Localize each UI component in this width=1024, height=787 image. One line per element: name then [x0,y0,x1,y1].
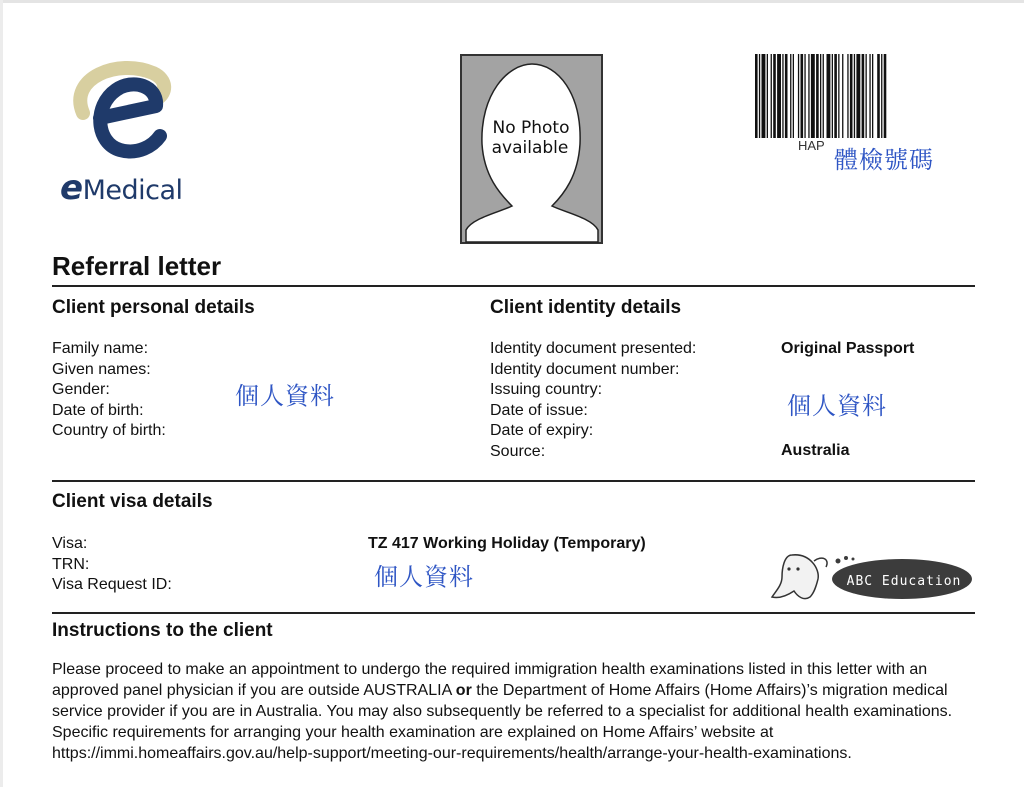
barcode-bar [832,54,833,138]
section-instructions-heading: Instructions to the client [52,620,273,641]
barcode-bar [759,54,760,138]
no-photo-placeholder [460,54,603,244]
barcode-bar [827,54,831,138]
page-edge-left [0,0,3,787]
barcode-bar [838,54,839,138]
barcode-bar [823,54,824,138]
instructions-paragraph [52,659,962,764]
emedical-wordmark [60,168,183,208]
barcode-bar [808,54,809,138]
barcode-bar [790,54,791,138]
label-trn: TRN: [52,555,90,573]
page-title: Referral letter [52,251,222,281]
section-personal-heading: Client personal details [52,297,255,318]
personal-labels [52,339,166,442]
barcode-bar [755,54,758,138]
watermark-text: ABC Education [846,574,962,589]
barcode-bar [842,54,843,138]
value-visa: TZ 417 Working Holiday (Temporary) [368,535,646,552]
barcode-bar [884,54,887,138]
divider-visa [52,612,975,614]
label-date-of-issue: Date of issue: [490,401,588,419]
instructions-text-2: the Department of Home Affairs (Home Affairs)’s migration medical service provider if you are in Australia. You may also subsequently be referred to a specialist for additional health examinations. Specific requirements for arranging your health examination are explained on Home Affairs’ website at https://immi.homeaffairs.gov.au/help-support/meeting-our-requirements/health/arrange-your-health-examinations. [52,682,953,762]
label-identity-document-number: Identity document number: [490,360,680,378]
label-identity-document-presented: Identity document presented: [490,340,697,357]
abc-education-watermark [770,547,975,605]
identity-labels [490,339,696,462]
barcode-bar [881,54,882,138]
label-family-name: Family name: [52,340,149,357]
value-source: Australia [781,442,850,459]
divider-title [52,285,975,287]
barcode-bar [771,54,772,138]
no-photo-line1: No Photo [492,118,570,138]
barcode-bar [793,54,794,138]
barcode-bar [869,54,870,138]
visa-redacted-note: 個人資料 [374,563,474,591]
label-date-of-birth: Date of birth: [52,401,144,419]
barcode-bar [804,54,805,138]
barcode-bar [872,54,873,138]
label-country-of-birth: Country of birth: [52,422,166,439]
barcode-note: 體檢號碼 [834,146,934,174]
barcode-bar [820,54,821,138]
barcode-bar [762,54,766,138]
barcode-bar [834,54,837,138]
barcode-bar [856,54,860,138]
barcode-bar [816,54,819,138]
identity-redacted-note: 個人資料 [787,392,887,420]
personal-redacted-note: 個人資料 [235,382,335,410]
barcode-bar [777,54,781,138]
barcode-bar [862,54,865,138]
label-visa: Visa: [52,535,88,552]
logo-prefix: e [60,168,83,208]
barcode-bar [782,54,783,138]
page-edge-top [0,0,1024,3]
barcode [755,54,943,138]
barcode-bar [847,54,848,138]
value-identity-document-presented: Original Passport [781,340,915,357]
barcode-bar [854,54,855,138]
barcode-bar [850,54,853,138]
logo-text: Medical [82,175,183,206]
no-photo-line2: available [491,138,569,158]
barcode-bar [785,54,788,138]
divider-identity [52,480,975,482]
barcode-bar [811,54,815,138]
label-source: Source: [490,442,546,460]
label-issuing-country: Issuing country: [490,381,603,398]
barcode-bar [877,54,880,138]
label-given-names: Given names: [52,360,151,378]
barcode-bar [798,54,799,138]
barcode-bar [866,54,867,138]
label-date-of-expiry: Date of expiry: [490,422,594,439]
label-gender: Gender: [52,381,110,398]
barcode-bar [767,54,768,138]
label-visa-request-id: Visa Request ID: [52,576,172,593]
visa-labels [52,534,172,596]
instructions-bold-or: or [455,682,472,699]
section-visa-heading: Client visa details [52,491,213,512]
barcode-prefix: HAP [798,138,825,153]
barcode-bar [801,54,804,138]
barcode-bar [773,54,776,138]
section-identity-heading: Client identity details [490,297,682,318]
instructions-text-1: Please proceed to make an appointment to undergo the required immigration health examinations listed in this letter with an approved panel physician if you are outside AUSTRALIA [52,661,928,699]
